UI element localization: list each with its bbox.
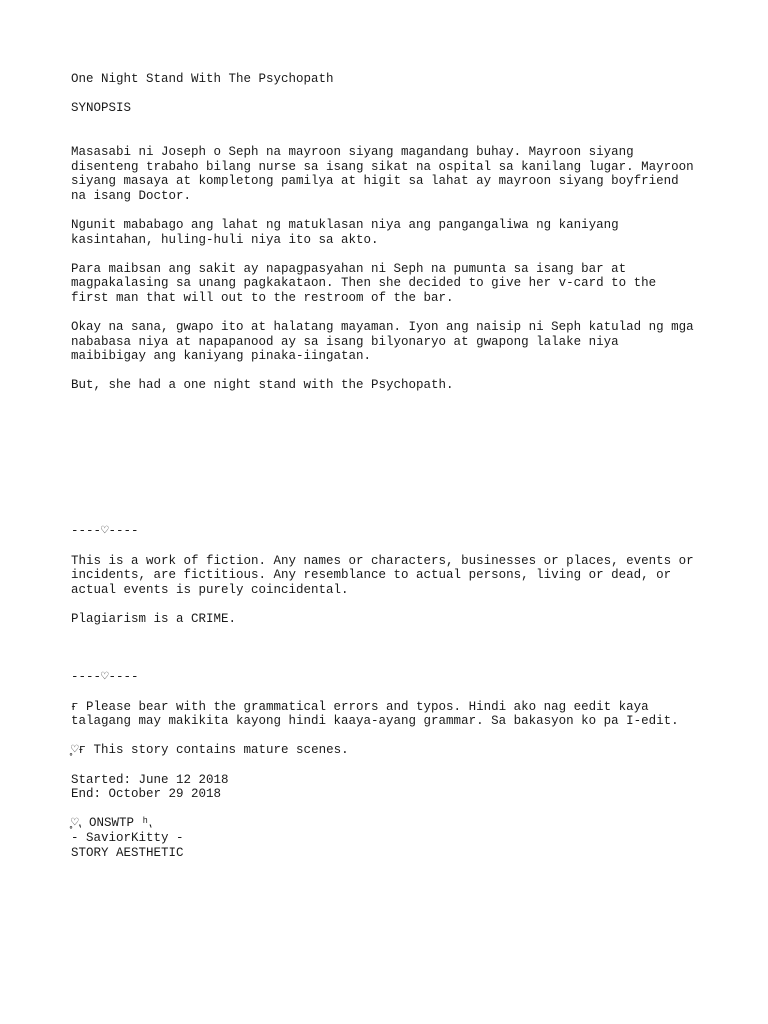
synopsis-paragraph-3: Para maibsan ang sakit ay napagpasyahan ni Seph na pumunta sa isang bar at magpakalasing sa unang pagkakataon. Then she decided to give her v-card to the first man that will out to the restroom of the bar.: [71, 261, 657, 305]
document-title: One Night Stand With The Psychopath: [71, 72, 334, 86]
grammar-note: ғ Please bear with the grammatical errors and typos. Hindi ako nag eedit kaya talagang may makikita kayong hindi kaaya-ayang grammar. Sa bakasyon ko pa I-edit.: [71, 699, 679, 729]
heart-divider: ----♡----: [71, 670, 139, 685]
fiction-disclaimer: This is a work of fiction. Any names or characters, businesses or places, events or incidents, are fictitious. Any resemblance to actual persons, living or dead, or actual events is purely coincidental.: [71, 553, 694, 597]
end-date: End: October 29 2018: [71, 787, 222, 802]
mature-content-note: ̥♡ғ This story contains mature scenes.: [71, 743, 349, 758]
plagiarism-notice: Plagiarism is a CRIME.: [71, 612, 237, 627]
synopsis-paragraph-1: Masasabi ni Joseph o Seph na mayroon siyang magandang buhay. Mayroon siyang disenteng trabaho bilang nurse sa isang sikat na ospital sa kanilang lugar. Mayroon siyang masaya at kompletong pamilya at higit sa lahat ay mayroon siyang boyfriend na isang Doctor.: [71, 144, 694, 203]
start-date: Started: June 12 2018: [71, 772, 229, 787]
synopsis-paragraph-5: But, she had a one night stand with the Psychopath.: [71, 378, 454, 393]
synopsis-paragraph-2: Ngunit mababago ang lahat ng matuklasan niya ang pangangaliwa ng kaniyang kasintahan, huling-huli niya ito sa akto.: [71, 217, 619, 247]
synopsis-heading: SYNOPSIS: [71, 101, 132, 116]
heart-divider: ----♡----: [71, 524, 139, 539]
story-tag: ̥♡⹁ ONSWTP ʰ⹁: [71, 816, 153, 831]
synopsis-paragraph-4: Okay na sana, gwapo ito at halatang mayaman. Iyon ang naisip ni Seph katulad ng mga nababasa niya at napapanood ay sa isang bilyonaryo at gwapong lalake niya maibibigay ang kaniyang pinaka-iingatan.: [71, 320, 694, 364]
story-aesthetic-label: STORY AESTHETIC: [71, 845, 184, 860]
document-body: [71, 72, 711, 860]
author-signature: - SaviorKitty -: [71, 830, 184, 845]
